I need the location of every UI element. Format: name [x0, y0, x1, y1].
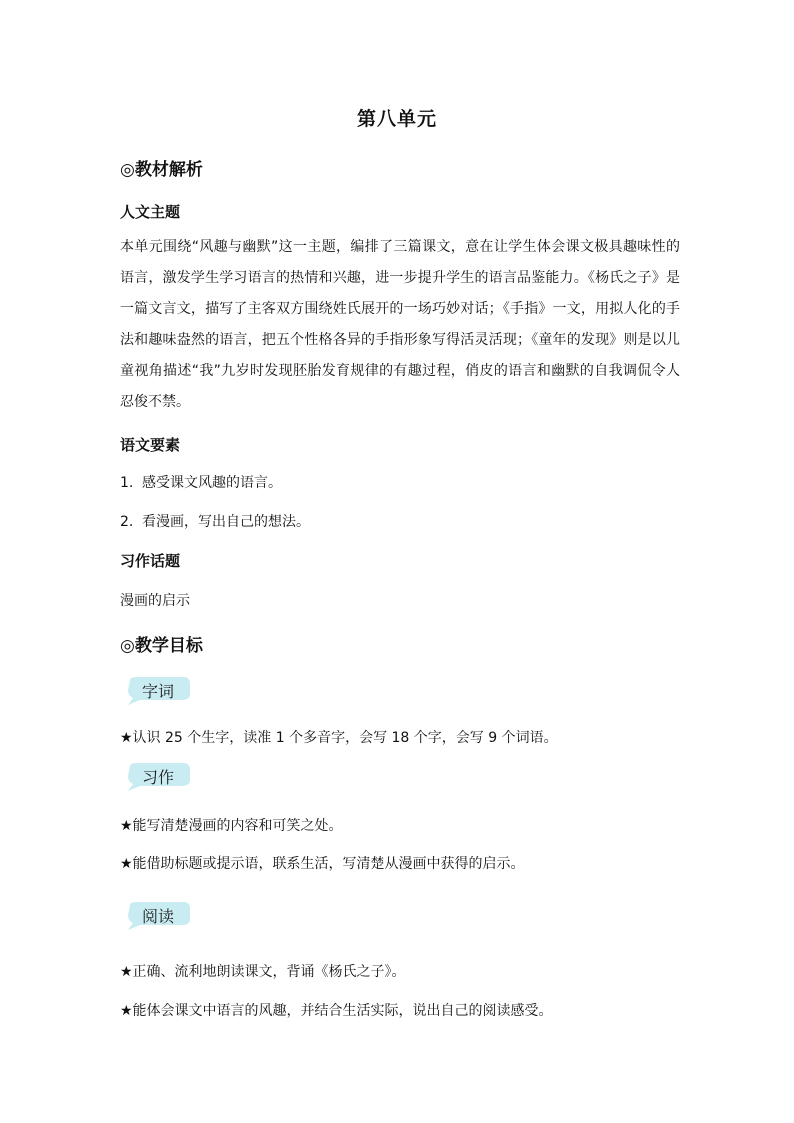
goal-item: ★能借助标题或提示语，联系生活，写清楚从漫画中获得的启示。 [120, 856, 525, 872]
tag-label [124, 676, 192, 703]
goal-item: ★正确、流利地朗读课文，背诵《杨氏之子》。 [120, 964, 406, 980]
subheading-elements: 语文要素 [120, 436, 181, 454]
section-heading-goals: ◎教学目标 [120, 636, 203, 656]
writing-topic: 漫画的启示 [120, 593, 190, 609]
subheading-theme: 人文主题 [120, 203, 181, 221]
page-title: 第八单元 [356, 108, 437, 130]
tag-label [124, 901, 192, 928]
list-item-number: 2. [120, 514, 134, 530]
list-item-text: 感受课文风趣的语言。 [142, 475, 282, 491]
tag-text: 习作 [141, 768, 174, 787]
tag-label [124, 762, 192, 789]
list-item [120, 472, 282, 492]
tag-text: 阅读 [141, 907, 174, 926]
list-item [120, 511, 310, 531]
goal-item: ★认识 25 个生字，读准 1 个多音字，会写 18 个字，会写 9 个词语。 [120, 730, 558, 746]
goal-item: ★能体会课文中语言的风趣，并结合生活实际，说出自己的阅读感受。 [120, 1003, 553, 1019]
section-heading-analysis: ◎教材解析 [120, 160, 203, 180]
list-item-number: 1. [120, 475, 134, 491]
theme-paragraph: 本单元围绕“风趣与幽默”这一主题，编排了三篇课文，意在让学生体会课文极具趣味性的语言，激发学生学习语言的热情和兴趣，进一步提升学生的语言品鉴能力。《杨氏之子》是一篇文言文，描写了主客双方围绕姓氏展开的一场巧妙对话；《手指》一文，用拟人化的手法和趣味盎然的语言，把五个性格各异的手指形象写得活灵活现；《童年的发现》则是以儿童视角描述“我”九岁时发现胚胎发育规律的有趣过程，俏皮的语言和幽默的自我调侃令人忍俊不禁。 [120, 239, 680, 410]
goal-item: ★能写清楚漫画的内容和可笑之处。 [120, 818, 343, 834]
tag-text: 字词 [141, 682, 174, 701]
subheading-writing: 习作话题 [120, 552, 181, 570]
list-item-text: 看漫画，写出自己的想法。 [142, 514, 310, 530]
